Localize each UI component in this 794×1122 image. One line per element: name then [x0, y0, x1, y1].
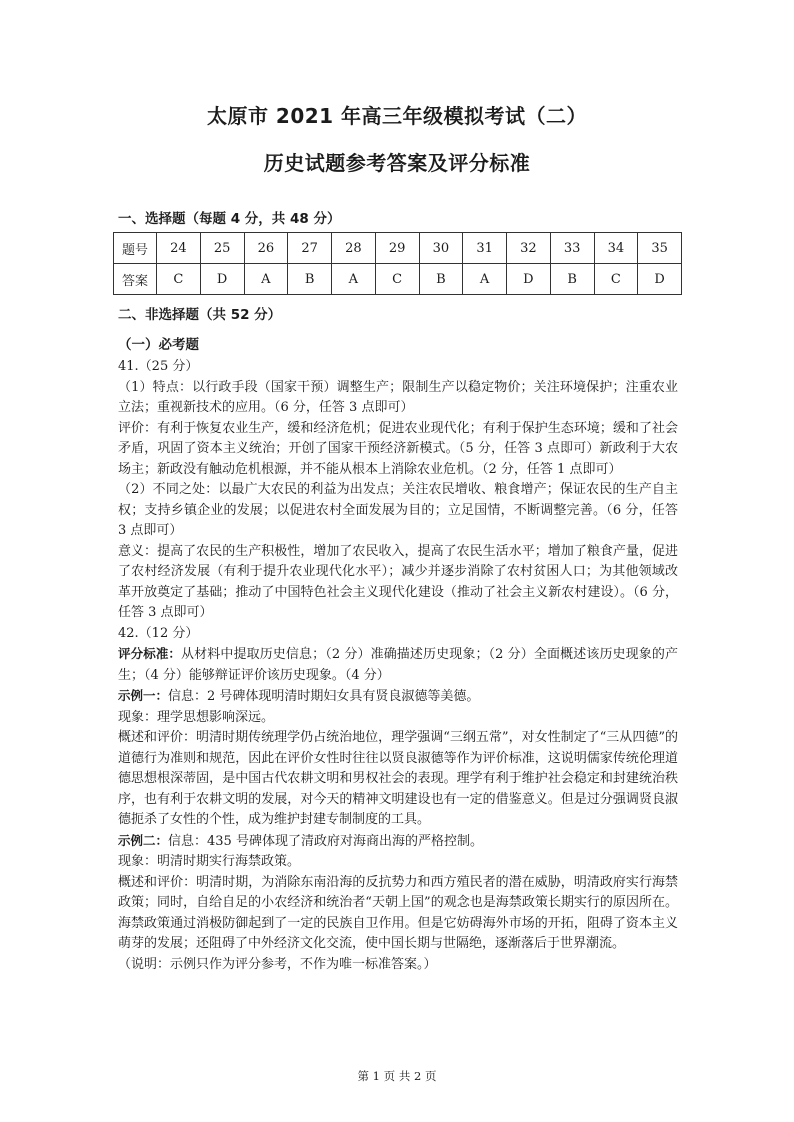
table-cell: A	[463, 264, 507, 295]
table-cell: 28	[332, 233, 376, 264]
table-cell: D	[638, 264, 682, 295]
example1-label: 示例一：	[118, 688, 169, 703]
example2-phenomenon: 现象：明清时期实行海禁政策。	[118, 854, 301, 869]
table-cell: 24	[157, 233, 201, 264]
document-subtitle: 历史试题参考答案及评分标准	[263, 151, 531, 175]
section-nonchoice-heading: 二、非选择题（共 52 分）	[118, 307, 282, 323]
q41-significance: 意义：提高了农民的生产积极性，增加了农民收入，提高了农民生活水平；增加了粮食产量，促进了农村经济发展（有利于提升农业现代化水平）；减少并逐步消除了农村贫困人口；为其他领域改革开放奠定了基础；推动了中国特色社会主义现代化建设（推动了社会主义新农村建设）。（6 分，任答 3 点即可）	[118, 543, 678, 620]
table-cell: C	[594, 264, 638, 295]
example1-evaluation: 概述和评价：明清时期传统理学仍占统治地位，理学强调“三纲五常”，对女性制定了“三从四德”的道德行为准则和规范，因此在评价女性时往往以贤良淑德等作为评价标准，这说明儒家传统伦理道德思想根深蒂固，是中国古代农耕文明和男权社会的表现。理学有利于维护社会稳定和封建统治秩序，也有利于农耕文明的发展，对今天的精神文明建设也有一定的借鉴意义。但是过分强调贤良淑德扼杀了女性的个性，成为维护封建专制制度的工具。	[118, 730, 678, 827]
table-cell: 29	[375, 233, 419, 264]
table-row-answers	[114, 264, 682, 295]
table-cell: 26	[244, 233, 288, 264]
table-cell: D	[200, 264, 244, 295]
q41-evaluation: 评价：有利于恢复农业生产，缓和经济危机；促进农业现代化；有利于保护生态环境；缓和了社会矛盾，巩固了资本主义统治；开创了国家干预经济新模式。（5 分，任答 3 点即可）新政利于大农场主；新政没有触动危机根源，并不能从根本上消除农业危机。（2 分，任答 1 点即可）	[118, 420, 678, 477]
table-cell: B	[288, 264, 332, 295]
q41-part1: （1）特点：以行政手段（国家干预）调整生产；限制生产以稳定物价；关注环境保护；注重农业立法；重视新技术的应用。（6 分，任答 3 点即可）	[118, 379, 678, 415]
table-cell: A	[244, 264, 288, 295]
criteria-label: 评分标准：	[118, 646, 182, 661]
section-choice-heading: 一、选择题（每题 4 分，共 48 分）	[118, 211, 341, 227]
example1-info	[118, 686, 678, 708]
table-cell: 31	[463, 233, 507, 264]
q41-header: 41.（25 分）	[118, 359, 199, 374]
q41-part2: （2）不同之处：以最广大农民的利益为出发点；关注农民增收、粮食增产；保证农民的生产自主权；支持乡镇企业的发展；以促进农村全面发展为目的；立足国情，不断调整完善。（6 分，任答 3 点即可）	[118, 482, 678, 538]
criteria-text: 从材料中提取历史信息；（2 分）准确描述历史现象；（2 分）全面概述该历史现象的产生；（4 分）能够辩证评价该历史现象。（4 分）	[118, 647, 678, 683]
table-cell: B	[419, 264, 463, 295]
example2-info-text: 信息：435 号碑体现了清政府对海商出海的严格控制。	[168, 833, 483, 849]
example1-info-text: 信息：2 号碑体现明清时期妇女具有贤良淑德等美德。	[168, 689, 480, 704]
table-cell: B	[550, 264, 594, 295]
table-cell: 30	[419, 233, 463, 264]
q42-criteria	[118, 644, 678, 686]
table-label-number: 题号	[114, 233, 157, 264]
table-label-answer: 答案	[114, 264, 157, 295]
table-cell: A	[332, 264, 376, 295]
table-cell: C	[375, 264, 419, 295]
note: （说明：示例只作为评分参考，不作为唯一标准答案。）	[118, 956, 437, 972]
q42-header: 42.（12 分）	[118, 625, 199, 641]
table-cell: 33	[550, 233, 594, 264]
table-cell: D	[507, 264, 551, 295]
example2-evaluation: 概述和评价：明清时期，为消除东南沿海的反抗势力和西方殖民者的潜在威胁，明清政府实行海禁政策；同时，自给自足的小农经济和统治者“天朝上国”的观念也是海禁政策长期实行的原因所在。海禁政策通过消极防御起到了一定的民族自卫作用。但是它妨碍海外市场的开拓，阻碍了资本主义萌芽的发展；还阻碍了中外经济文化交流，使中国长期与世隔绝，逐渐落后于世界潮流。	[118, 874, 678, 951]
document-title: 太原市 2021 年高三年级模拟考试（二）	[206, 104, 588, 128]
table-cell: 27	[288, 233, 332, 264]
example1-phenomenon: 现象：理学思想影响深远。	[118, 709, 275, 725]
answer-table	[113, 232, 682, 295]
table-row-numbers	[114, 233, 682, 264]
page-footer: 第 1 页 共 2 页	[357, 1069, 437, 1083]
table-cell: C	[157, 264, 201, 295]
table-cell: 25	[200, 233, 244, 264]
example2-info	[118, 831, 678, 853]
subsection-required-heading: （一）必考题	[118, 337, 199, 353]
example2-label: 示例二：	[118, 832, 169, 848]
table-cell: 35	[638, 233, 682, 264]
table-cell: 34	[594, 233, 638, 264]
answer-body	[118, 357, 678, 975]
table-cell: 32	[507, 233, 551, 264]
